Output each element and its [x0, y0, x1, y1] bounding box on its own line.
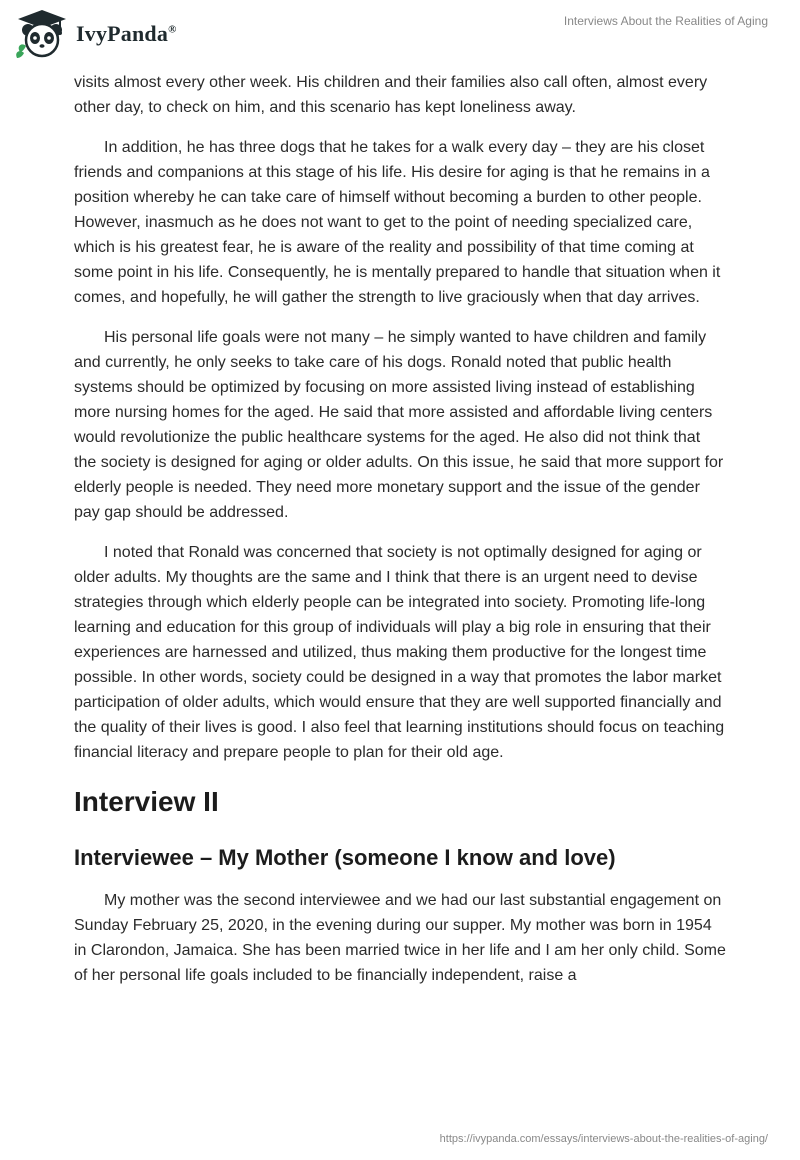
article-body — [74, 70, 726, 1003]
source-url[interactable]: https://ivypanda.com/essays/interviews-about-the-realities-of-aging/ — [439, 1133, 768, 1145]
subsection-heading-interviewee: Interviewee – My Mother (someone I know and love) — [74, 845, 616, 870]
brand-name: IvyPanda® — [76, 21, 177, 46]
paragraph-mother-intro: My mother was the second interviewee and we had our last substantial engagement on Sunday February 25, 2020, in the evening during our supper. My mother was born in 1954 in Clarondon, Jamaica. She has been married twice in her life and I am her only child. Some of her personal life goals included to be financially independent, raise a — [74, 892, 726, 984]
paragraph-life-goals: His personal life goals were not many – he simply wanted to have children and family and currently, he only seeks to take care of his dogs. Ronald noted that public health systems should be optimized by focusing on more assisted living instead of establishing more nursing homes for the aged. He said that more assisted and affordable living centers would revolutionize the public healthcare systems for the aged. He also did not think that the society is designed for aging or older adults. On this issue, he said that more support for elderly people is needed. They need more monetary support and the issue of the gender pay gap should be addressed. — [74, 329, 724, 521]
paragraph-reflection: I noted that Ronald was concerned that society is not optimally designed for aging or older adults. My thoughts are the same and I think that there is an urgent need to devise strategies through which elderly people can be integrated into society. Promoting life-long learning and education for this group of individuals will play a big role in ensuring that their experiences are harnessed and utilized, thus making them productive for the longest time possible. In other words, society could be designed in a way that promotes the labor market participation of older adults, which would ensure that they are well supported financially and the quality of their lives is good. I also feel that learning institutions should focus on teaching financial literacy and prepare people to plan for their old age. — [74, 544, 725, 761]
paragraph-dogs: In addition, he has three dogs that he takes for a walk every day – they are his closet friends and companions at this stage of his life. His desire for aging is that he remains in a position whereby he can take care of himself without becoming a burden to other people. However, inasmuch as he does not want to get to the point of needing specialized care, which is his greatest fear, he is aware of the reality and possibility of that time coming at some point in his life. Consequently, he is mentally prepared to handle that situation when it comes, and hopefully, he will gather the strength to live graciously when that day arrives. — [74, 139, 721, 306]
paragraph-continued: visits almost every other week. His children and their families also call often, almost every other day, to check on him, and this scenario has kept loneliness away. — [74, 74, 708, 116]
ivypanda-logo[interactable] — [14, 8, 177, 60]
page-header — [0, 0, 800, 70]
document-title: Interviews About the Realities of Aging — [563, 14, 768, 28]
section-heading-interview-ii: Interview II — [74, 786, 219, 817]
panda-graduate-icon — [14, 8, 70, 60]
